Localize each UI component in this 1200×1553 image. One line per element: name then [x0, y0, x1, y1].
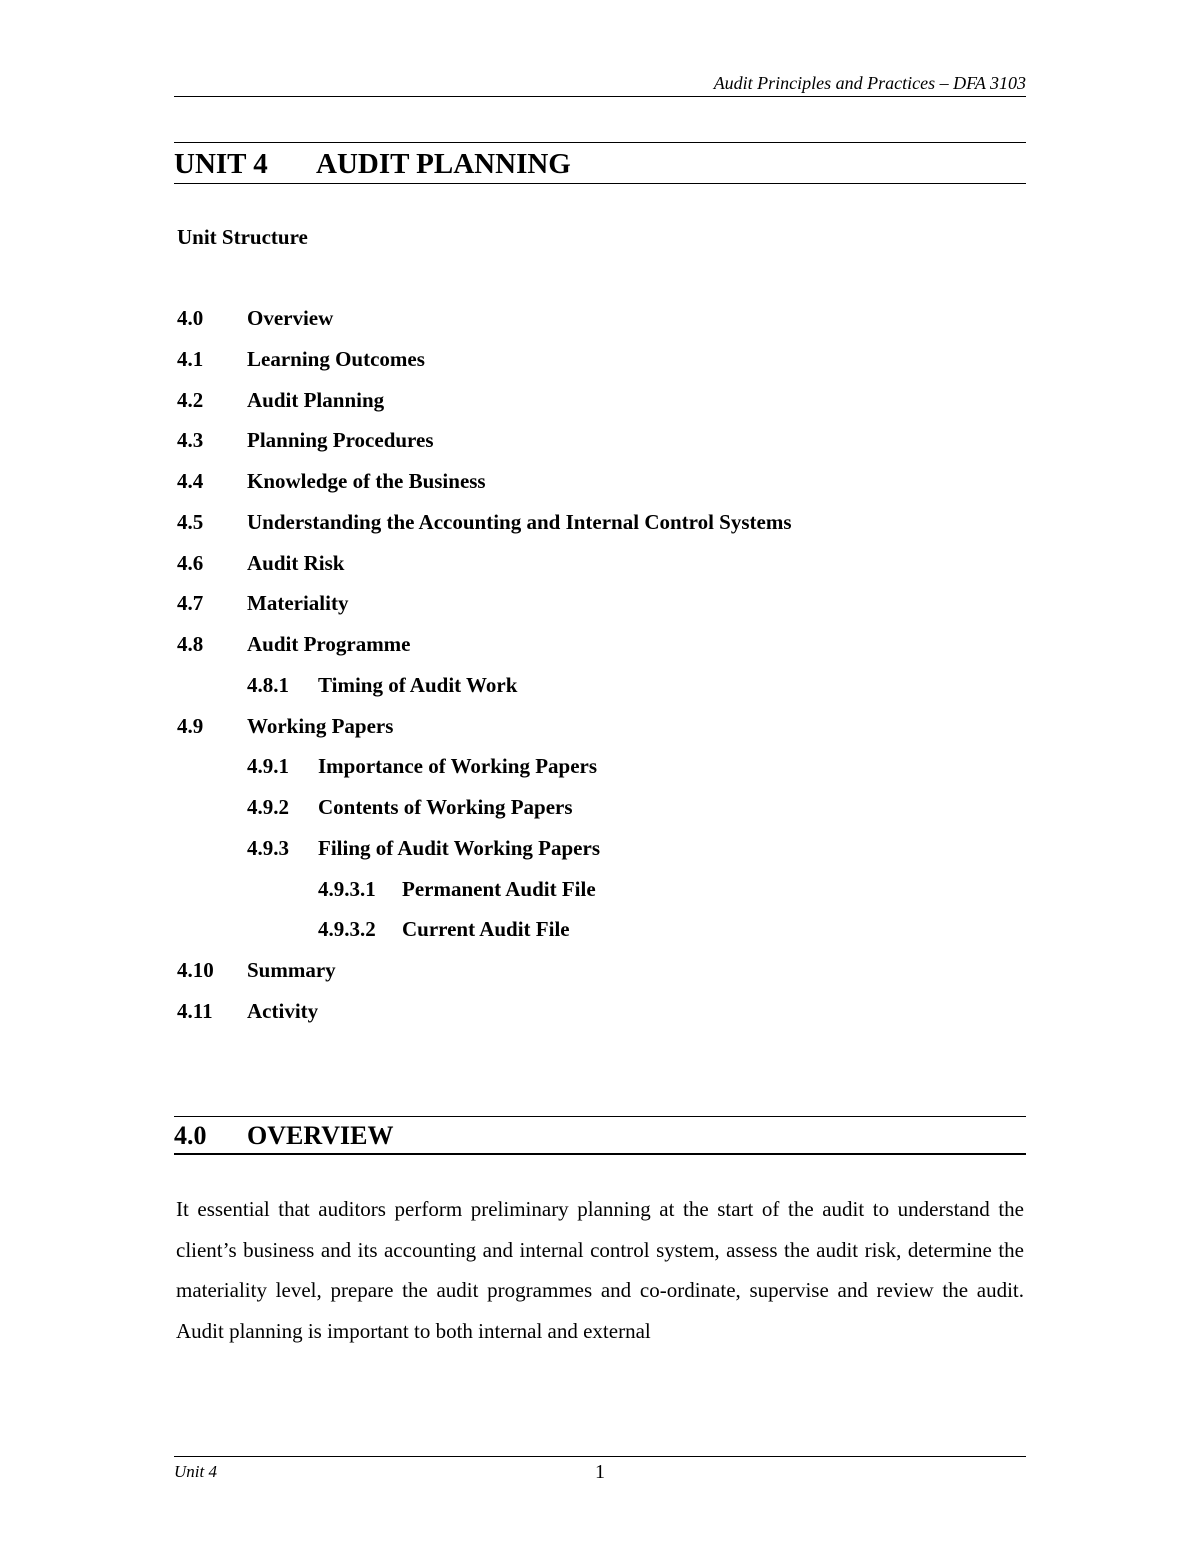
toc-item-number: 4.5 — [177, 509, 204, 534]
toc-subitem — [177, 793, 1027, 834]
toc-item — [177, 467, 1027, 508]
toc-item-label: Planning Procedures — [247, 428, 434, 453]
toc-item-label: Overview — [247, 306, 334, 330]
page-number: 1 — [595, 1461, 605, 1483]
toc-item-label: Audit Planning — [247, 387, 385, 412]
toc-item-number: 4.9.1 — [247, 754, 289, 779]
toc-subsubitem — [177, 915, 1027, 956]
toc-item-number: 4.2 — [177, 387, 204, 412]
toc-item-number: 4.9.2 — [247, 795, 289, 819]
toc-item-label: Current Audit File — [402, 917, 570, 942]
toc-item-label: Understanding the Accounting and Internal Control Systems — [247, 509, 792, 534]
toc-item-label: Filing of Audit Working Papers — [318, 835, 600, 860]
unit-structure-label: Unit Structure — [177, 225, 308, 249]
toc-item-label: Importance of Working Papers — [318, 754, 598, 779]
toc-subsubitem — [177, 875, 1027, 916]
toc-subitem — [177, 671, 1027, 712]
toc-item-number: 4.8 — [177, 632, 204, 656]
toc-item — [177, 712, 1027, 753]
toc-item-number: 4.1 — [177, 346, 204, 371]
toc-item-number: 4.11 — [177, 998, 213, 1023]
toc-item-label: Timing of Audit Work — [318, 672, 518, 697]
toc-item-number: 4.0 — [177, 306, 204, 330]
section-number: 4.0 — [174, 1121, 207, 1150]
overview-paragraph: It essential that auditors perform preliminary planning at the start of the audit to understand the client’s business and its accounting and internal control system, assess the audit risk, determine the materiality level, prepare the audit programmes and co-ordinate, supervise and review the audit. Audit planning is important to both internal and external — [176, 1197, 1024, 1344]
toc-item-number: 4.7 — [177, 591, 204, 616]
toc-item — [177, 508, 1027, 549]
toc-item-number: 4.10 — [177, 958, 214, 982]
toc-item-number: 4.4 — [177, 469, 204, 493]
toc-item-label: Materiality — [247, 591, 349, 616]
table-of-contents — [177, 304, 1027, 1038]
toc-item-number: 4.9 — [177, 713, 204, 738]
toc-item — [177, 956, 1027, 997]
toc-item-number: 4.9.3 — [247, 835, 289, 860]
toc-item — [177, 386, 1027, 427]
toc-subitem — [177, 834, 1027, 875]
toc-item — [177, 997, 1027, 1038]
toc-item — [177, 589, 1027, 630]
toc-item-number: 4.8.1 — [247, 672, 289, 697]
running-header: Audit Principles and Practices – DFA 3103 — [174, 70, 1026, 97]
toc-item-label: Audit Programme — [247, 632, 411, 656]
toc-item-label: Audit Risk — [247, 550, 345, 575]
toc-item-number: 4.9.3.1 — [318, 876, 376, 901]
footer-unit-label: Unit 4 — [174, 1462, 217, 1481]
toc-item-label: Permanent Audit File — [402, 876, 596, 901]
toc-item-number: 4.6 — [177, 550, 204, 575]
toc-item-label: Learning Outcomes — [247, 346, 425, 371]
unit-number: UNIT 4 — [174, 148, 268, 180]
toc-subitem — [177, 752, 1027, 793]
toc-item-label: Working Papers — [247, 713, 394, 738]
toc-item-label: Summary — [247, 958, 336, 982]
toc-item-number: 4.9.3.2 — [318, 917, 376, 942]
toc-item-number: 4.3 — [177, 428, 204, 453]
toc-item-label: Contents of Working Papers — [318, 795, 573, 819]
toc-item-label: Knowledge of the Business — [247, 469, 486, 493]
toc-item — [177, 426, 1027, 467]
toc-item-label: Activity — [247, 998, 319, 1023]
section-title-text: OVERVIEW — [247, 1121, 394, 1150]
toc-item — [177, 304, 1027, 345]
page-footer — [174, 1456, 1026, 1487]
toc-item — [177, 549, 1027, 590]
toc-item — [177, 630, 1027, 671]
unit-title — [174, 142, 1026, 184]
unit-title-text: AUDIT PLANNING — [316, 148, 571, 180]
toc-item — [177, 345, 1027, 386]
section-heading — [174, 1116, 1026, 1155]
